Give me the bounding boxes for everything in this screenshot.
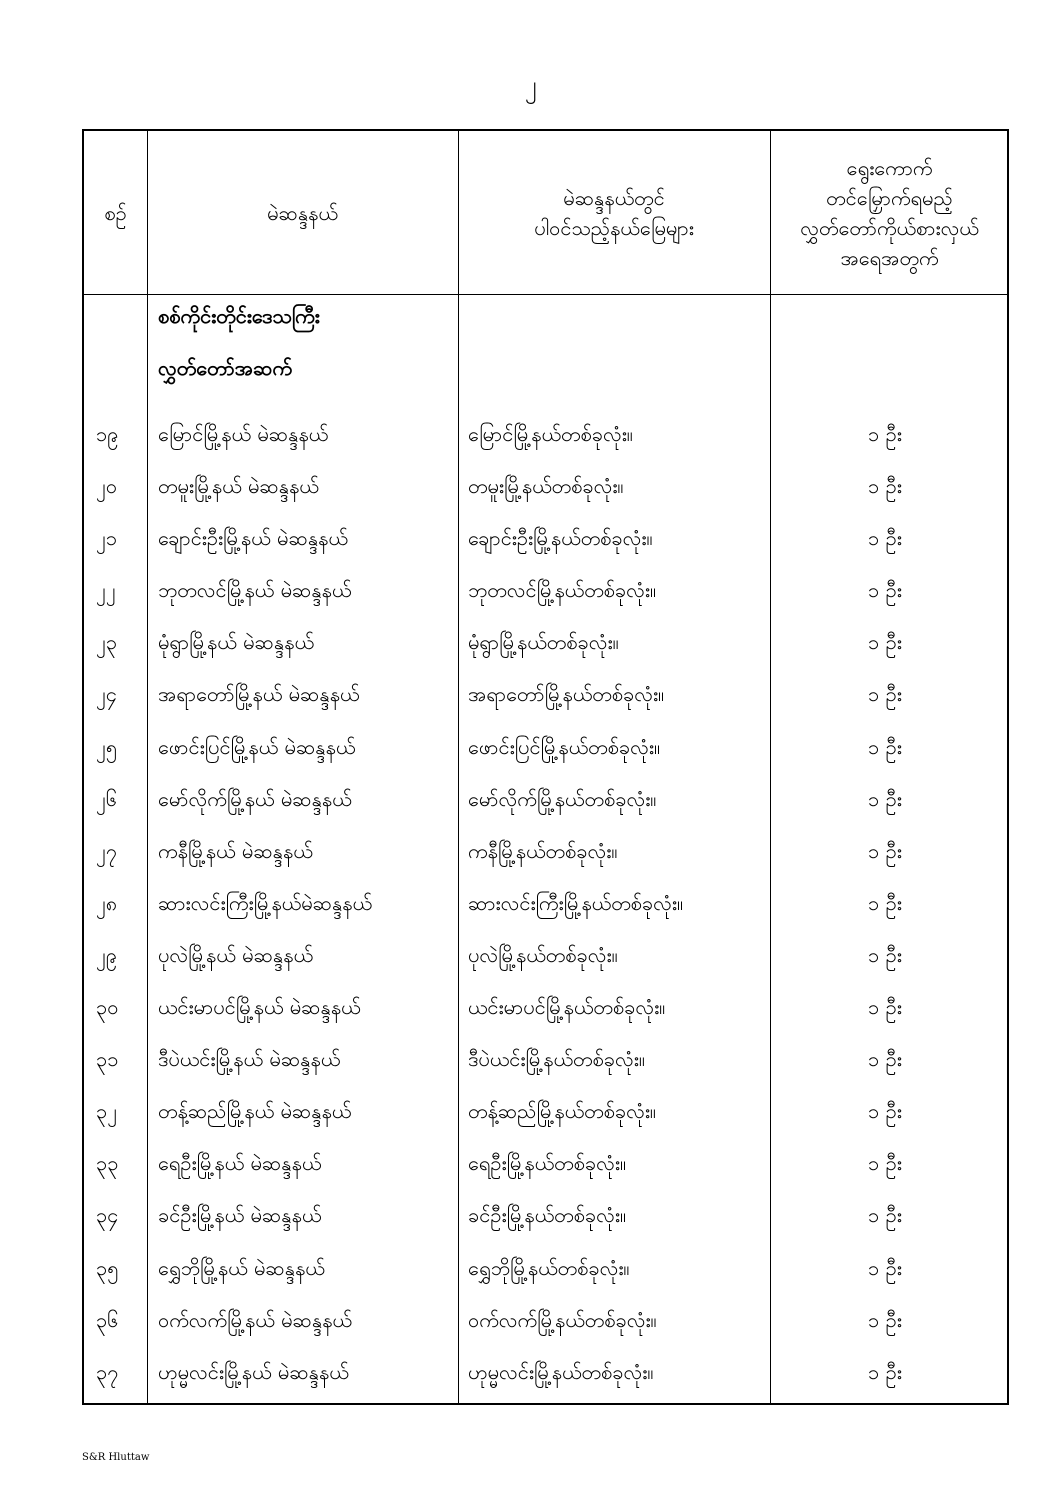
constituency-name: ပုလဲမြို့နယ် မဲဆန္ဒနယ် xyxy=(158,942,314,967)
constituency-name: ဖောင်းပြင်မြို့နယ် မဲဆန္ဒနယ် xyxy=(158,734,356,759)
row-number: ၂၆ xyxy=(96,786,118,811)
table-row xyxy=(84,1033,1007,1085)
included-area: ဒီပဲယင်းမြို့နယ်တစ်ခုလုံး။ xyxy=(468,1047,645,1072)
row-number: ၂၂ xyxy=(96,578,116,603)
included-area: မုံရွာမြို့နယ်တစ်ခုလုံး။ xyxy=(468,630,619,655)
row-number: ၃၂ xyxy=(96,1099,118,1124)
constituency-name: တမူးမြို့နယ် မဲဆန္ဒနယ် xyxy=(158,474,319,499)
representative-count: ၁ ဦး xyxy=(868,838,902,863)
representative-count: ၁ ဦး xyxy=(868,890,902,915)
representative-count: ၁ ဦး xyxy=(868,734,902,759)
representative-count: ၁ ဦး xyxy=(868,995,902,1020)
section-title-line1: စစ်ကိုင်းတိုင်းဒေသကြီး xyxy=(158,304,320,328)
representative-count: ၁ ဦး xyxy=(868,526,902,551)
header-included-areas: မဲဆန္ဒနယ်တွင် ပါဝင်သည့်နယ်မြေများ xyxy=(534,185,694,240)
representative-count: ၁ ဦး xyxy=(868,682,902,707)
header-divider xyxy=(84,294,1007,295)
table-row xyxy=(84,460,1007,512)
constituency-name: မုံရွာမြို့နယ် မဲဆန္ဒနယ် xyxy=(158,630,314,655)
included-area: တမူးမြို့နယ်တစ်ခုလုံး။ xyxy=(468,474,624,499)
row-number: ၂၅ xyxy=(96,734,118,759)
included-area: ပုလဲမြို့နယ်တစ်ခုလုံး။ xyxy=(468,942,618,967)
table-row xyxy=(84,929,1007,981)
row-number: ၃၇ xyxy=(96,1359,119,1384)
table-row xyxy=(84,825,1007,877)
representative-count: ၁ ဦး xyxy=(868,1099,902,1124)
row-number: ၂၃ xyxy=(96,630,118,655)
constituency-name: ရွှေဘိုမြို့နယ် မဲဆန္ဒနယ် xyxy=(158,1255,325,1280)
table-body xyxy=(84,408,1007,1398)
footer-text: S&R Hluttaw xyxy=(82,1452,150,1463)
header-constituency: မဲဆန္ဒနယ် xyxy=(267,200,338,225)
row-number: ၂၇ xyxy=(96,838,118,863)
representative-count: ၁ ဦး xyxy=(868,1203,902,1228)
row-number: ၂၉ xyxy=(96,942,118,967)
table-row xyxy=(84,1346,1007,1398)
table-row xyxy=(84,1189,1007,1241)
table-row xyxy=(84,877,1007,929)
table-row xyxy=(84,616,1007,668)
constituency-name: ဘုတလင်မြို့နယ် မဲဆန္ဒနယ် xyxy=(158,578,352,603)
included-area: ခင်ဦးမြို့နယ်တစ်ခုလုံး။ xyxy=(468,1203,627,1228)
row-number: ၃၁ xyxy=(96,1047,119,1072)
row-number: ၃၄ xyxy=(96,1203,119,1228)
included-area: ဟုမ္မလင်းမြို့နယ်တစ်ခုလုံး။ xyxy=(468,1359,654,1384)
row-number: ၁၉ xyxy=(96,422,119,446)
constituency-name: ဝက်လက်မြို့နယ် မဲဆန္ဒနယ် xyxy=(158,1307,352,1332)
representative-count: ၁ ဦး xyxy=(868,1151,902,1176)
constituency-name: အရာတော်မြို့နယ် မဲဆန္ဒနယ် xyxy=(158,682,360,707)
representative-count: ၁ ဦး xyxy=(868,1359,902,1384)
row-number: ၃၆ xyxy=(96,1307,119,1332)
included-area: ရွှေဘိုမြို့နယ်တစ်ခုလုံး။ xyxy=(468,1255,630,1280)
table-row xyxy=(84,564,1007,616)
included-area: ချောင်းဦးမြို့နယ်တစ်ခုလုံး။ xyxy=(468,526,653,551)
representative-count: ၁ ဦး xyxy=(868,422,902,446)
included-area: တန့်ဆည်မြို့နယ်တစ်ခုလုံး။ xyxy=(468,1099,656,1124)
constituency-name: မော်လိုက်မြို့နယ် မဲဆန္ဒနယ် xyxy=(158,786,352,811)
row-number: ၂၈ xyxy=(96,890,118,915)
representative-count: ၁ ဦး xyxy=(868,1255,902,1280)
included-area: ဆားလင်းကြီးမြို့နယ်တစ်ခုလုံး။ xyxy=(468,890,684,915)
table-row xyxy=(84,1242,1007,1294)
table-row xyxy=(84,1137,1007,1189)
constituency-name: ချောင်းဦးမြို့နယ် မဲဆန္ဒနယ် xyxy=(158,526,348,551)
representative-count: ၁ ဦး xyxy=(868,630,902,655)
table-row xyxy=(84,721,1007,773)
included-area: ဖောင်းပြင်မြို့နယ်တစ်ခုလုံး။ xyxy=(468,734,661,759)
section-title-line2: လွှတ်တော်အဆက် xyxy=(158,356,293,380)
row-number: ၃၃ xyxy=(96,1151,119,1176)
representative-count: ၁ ဦး xyxy=(868,1047,902,1072)
table-row xyxy=(84,1085,1007,1137)
included-area: ကနီမြို့နယ်တစ်ခုလုံး။ xyxy=(468,838,618,863)
constituency-name: ခင်ဦးမြို့နယ် မဲဆန္ဒနယ် xyxy=(158,1203,322,1228)
constituency-name: ကနီမြို့နယ် မဲဆန္ဒနယ် xyxy=(158,838,313,863)
included-area: ရေဦးမြို့နယ်တစ်ခုလုံး။ xyxy=(468,1151,627,1176)
row-number: ၂၀ xyxy=(96,474,118,499)
included-area: ဝက်လက်မြို့နယ်တစ်ခုလုံး။ xyxy=(468,1307,657,1332)
table-row xyxy=(84,408,1007,460)
table-row xyxy=(84,512,1007,564)
constituency-name: ရေဦးမြို့နယ် မဲဆန္ဒနယ် xyxy=(158,1151,322,1176)
row-number: ၂၄ xyxy=(96,682,118,707)
header-no: စဉ် xyxy=(104,200,127,225)
constituency-name: မြောင်မြို့နယ် မဲဆန္ဒနယ် xyxy=(158,422,329,446)
table-row xyxy=(84,668,1007,720)
included-area: အရာတော်မြို့နယ်တစ်ခုလုံး။ xyxy=(468,682,665,707)
constituency-name: တန့်ဆည်မြို့နယ် မဲဆန္ဒနယ် xyxy=(158,1099,352,1124)
constituency-name: ဟုမ္မလင်းမြို့နယ် မဲဆန္ဒနယ် xyxy=(158,1359,349,1384)
representative-count: ၁ ဦး xyxy=(868,578,902,603)
row-number: ၂၁ xyxy=(96,526,118,551)
included-area: ယင်းမာပင်မြို့နယ်တစ်ခုလုံး။ xyxy=(468,995,666,1020)
header-representatives: ရွေးကောက် တင်မြှောက်ရမည့် လွှတ်တော်ကိုယ်စားလှယ် အရေအတွက် xyxy=(800,155,979,270)
page-number: ၂ xyxy=(524,71,537,99)
constituency-name: ဆားလင်းကြီးမြို့နယ်မဲဆန္ဒနယ် xyxy=(158,890,373,915)
row-number: ၃၅ xyxy=(96,1255,119,1280)
constituency-table xyxy=(82,129,1009,1405)
representative-count: ၁ ဦး xyxy=(868,1307,902,1332)
table-row xyxy=(84,773,1007,825)
table-row xyxy=(84,1294,1007,1346)
representative-count: ၁ ဦး xyxy=(868,786,902,811)
row-number: ၃၀ xyxy=(96,995,119,1020)
representative-count: ၁ ဦး xyxy=(868,942,902,967)
constituency-name: ဒီပဲယင်းမြို့နယ် မဲဆန္ဒနယ် xyxy=(158,1047,341,1072)
table-row xyxy=(84,981,1007,1033)
representative-count: ၁ ဦး xyxy=(868,474,902,499)
included-area: ဘုတလင်မြို့နယ်တစ်ခုလုံး။ xyxy=(468,578,657,603)
included-area: မြောင်မြို့နယ်တစ်ခုလုံး။ xyxy=(468,422,633,446)
included-area: မော်လိုက်မြို့နယ်တစ်ခုလုံး။ xyxy=(468,786,657,811)
constituency-name: ယင်းမာပင်မြို့နယ် မဲဆန္ဒနယ် xyxy=(158,995,361,1020)
